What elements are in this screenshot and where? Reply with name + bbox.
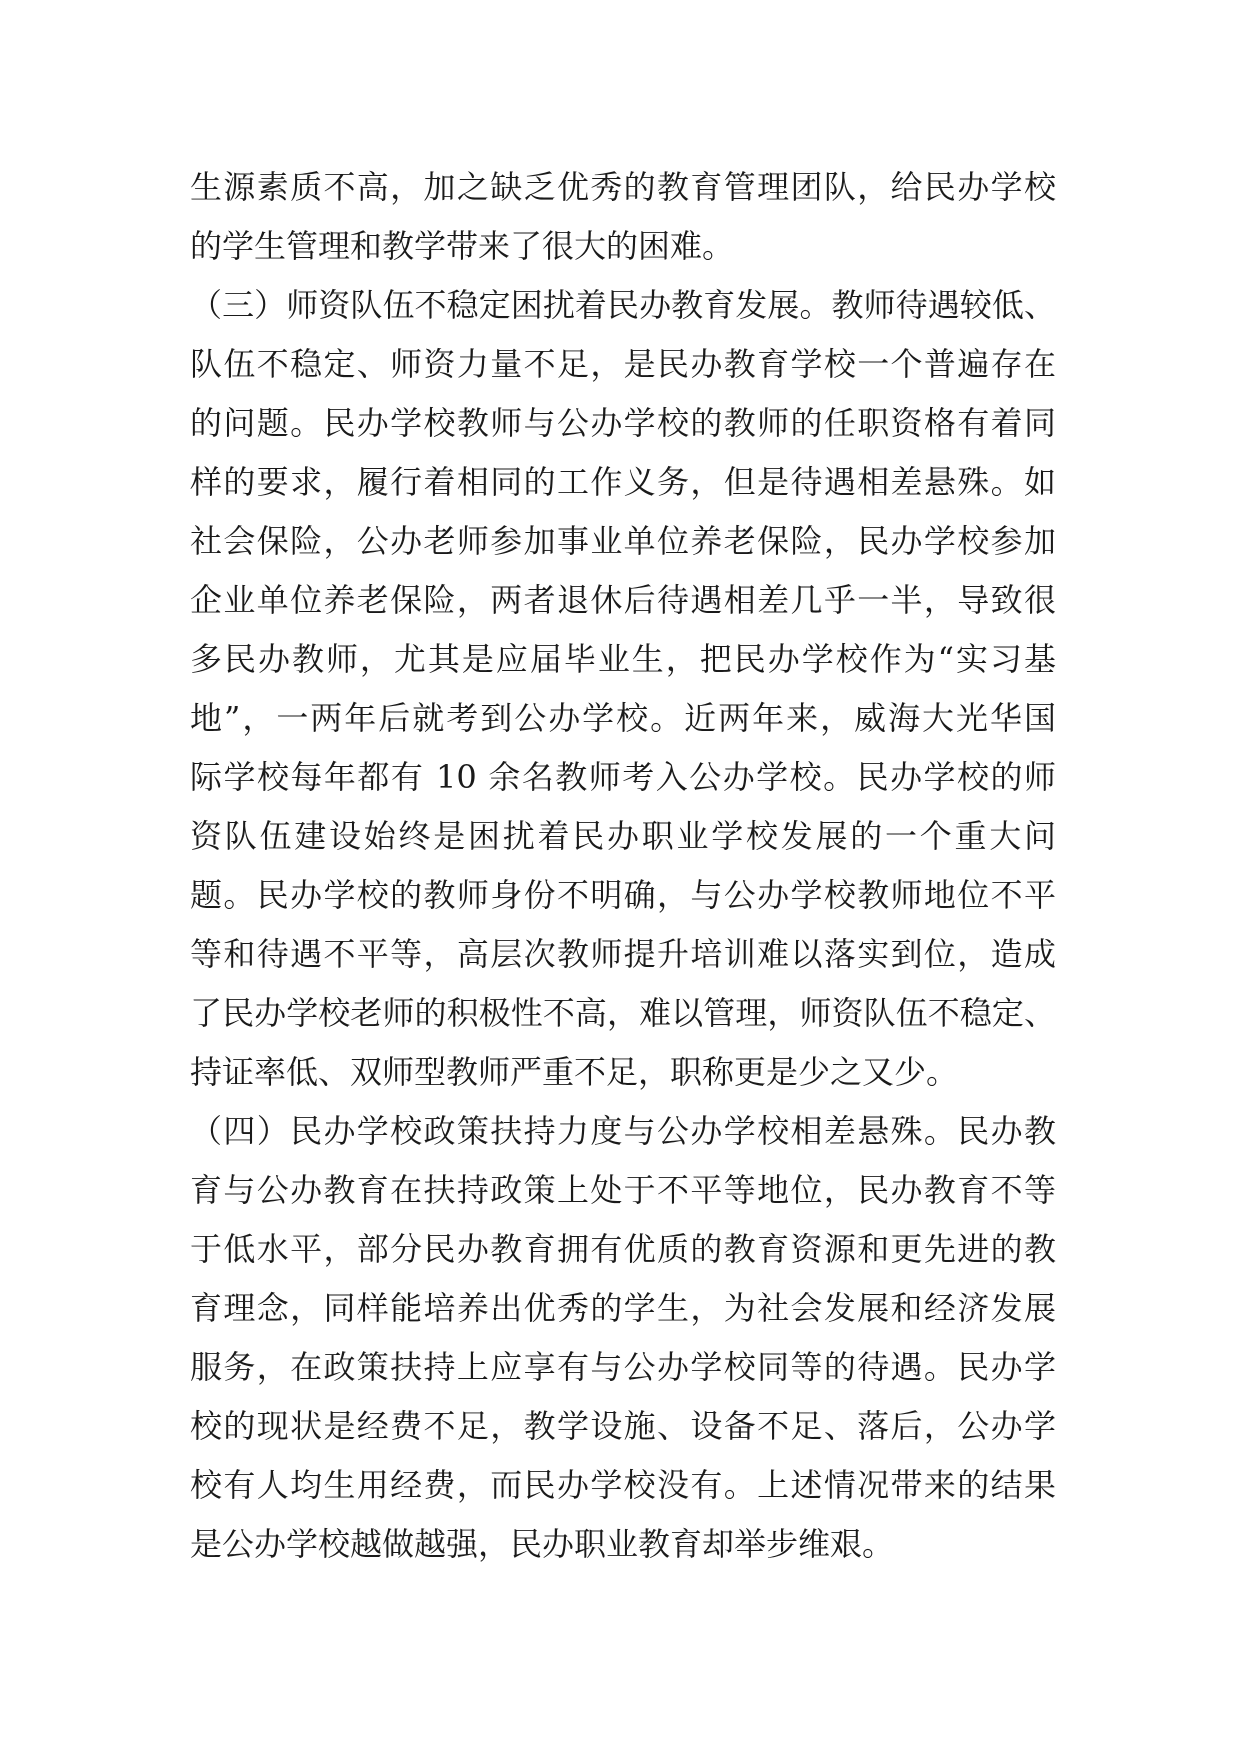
text-line: 社会保险，公办老师参加事业单位养老保险，民办学校参加	[190, 522, 1056, 560]
text-line: 资队伍建设始终是困扰着民办职业学校发展的一个重大问	[190, 817, 1056, 855]
text-line: 持证率低、双师型教师严重不足，职称更是少之又少。	[190, 1053, 959, 1091]
text-line: 题。民办学校的教师身份不明确，与公办学校教师地位不平	[190, 876, 1056, 914]
text-line: 于低水平，部分民办教育拥有优质的教育资源和更先进的教	[190, 1230, 1056, 1268]
text-line: 队伍不稳定、师资力量不足，是民办教育学校一个普遍存在	[190, 345, 1056, 383]
text-line: 校有人均生用经费，而民办学校没有。上述情况带来的结果	[190, 1466, 1056, 1504]
text-line: 服务，在政策扶持上应享有与公办学校同等的待遇。民办学	[190, 1348, 1056, 1386]
text-line: 地”，一两年后就考到公办学校。近两年来，威海大光华国	[190, 699, 1056, 737]
section-heading-line: （三）师资队伍不稳定困扰着民办教育发展。教师待遇较低、	[190, 286, 1056, 324]
text-line: 的学生管理和教学带来了很大的困难。	[190, 227, 735, 265]
text-line: 生源素质不高，加之缺乏优秀的教育管理团队，给民办学校	[190, 168, 1056, 206]
text-line: 校的现状是经费不足，教学设施、设备不足、落后，公办学	[190, 1407, 1056, 1445]
text-line: 的问题。民办学校教师与公办学校的教师的任职资格有着同	[190, 404, 1056, 442]
text-line: 是公办学校越做越强，民办职业教育却举步维艰。	[190, 1525, 895, 1563]
text-line: 了民办学校老师的积极性不高，难以管理，师资队伍不稳定、	[190, 994, 1056, 1032]
text-line: 企业单位养老保险，两者退休后待遇相差几乎一半，导致很	[190, 581, 1056, 619]
text-line: 育与公办教育在扶持政策上处于不平等地位，民办教育不等	[190, 1171, 1056, 1209]
text-line: 际学校每年都有 10 余名教师考入公办学校。民办学校的师	[190, 758, 1056, 796]
text-line: 多民办教师，尤其是应届毕业生，把民办学校作为“实习基	[190, 640, 1056, 678]
text-line: 等和待遇不平等，高层次教师提升培训难以落实到位，造成	[190, 935, 1056, 973]
section-heading-line: （四）民办学校政策扶持力度与公办学校相差悬殊。民办教	[190, 1112, 1056, 1150]
text-line: 育理念，同样能培养出优秀的学生，为社会发展和经济发展	[190, 1289, 1056, 1327]
document-body	[190, 158, 1056, 1574]
text-line: 样的要求，履行着相同的工作义务，但是待遇相差悬殊。如	[190, 463, 1056, 501]
